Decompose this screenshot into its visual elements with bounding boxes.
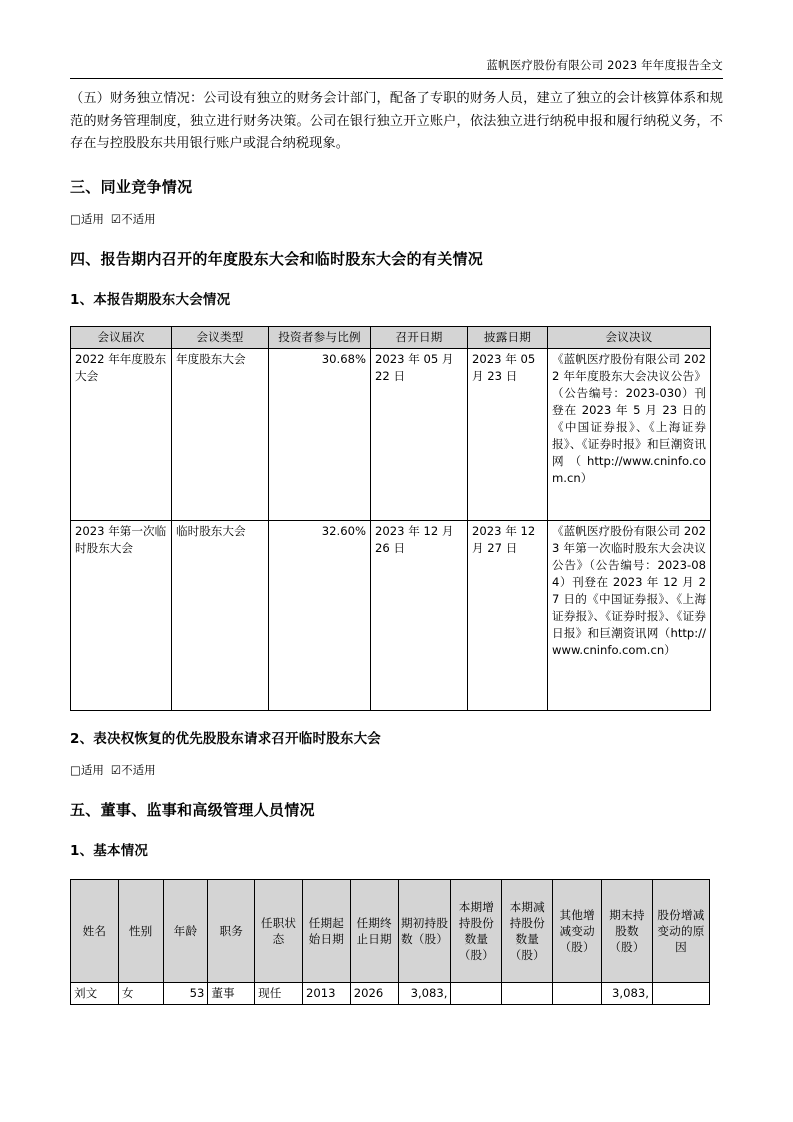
checkbox-unchecked-icon[interactable]: □ [70, 211, 81, 226]
cell-held-date: 2023 年 05 月 22 日 [371, 348, 468, 520]
header-divider [70, 78, 723, 79]
cell-session: 2023 年第一次临时股东大会 [71, 520, 172, 710]
cell-age: 53 [163, 982, 208, 1004]
column-header-name: 姓名 [71, 879, 119, 982]
cell-disclosure-date: 2023 年 12 月 27 日 [468, 520, 548, 710]
cell-shares-begin: 3,083, [398, 982, 451, 1004]
section-heading-3: 三、同业竞争情况 [70, 177, 193, 196]
cell-position: 董事 [208, 982, 255, 1004]
cell-change-reason [652, 982, 709, 1004]
cell-resolution: 《蓝帆医疗股份有限公司 2022 年年度股东大会决议公告》（公告编号：2023-030）刊登在 2023 年 5 月 23 日的《中国证券报》、《上海证券报》、《证券时报》和巨潮资讯网（http://www.cninfo.com.cn） [548, 348, 711, 520]
shareholders-meetings-table [70, 326, 711, 711]
subsection-heading-4-2: 2、表决权恢复的优先股股东请求召开临时股东大会 [70, 730, 381, 747]
cell-gender: 女 [118, 982, 163, 1004]
column-header-term-end: 任期终止日期 [350, 879, 398, 982]
page-content [70, 88, 723, 1005]
column-header-age: 年龄 [163, 879, 208, 982]
column-header-position: 职务 [208, 879, 255, 982]
section-heading-4: 四、报告期内召开的年度股东大会和临时股东大会的有关情况 [70, 249, 484, 268]
column-header-change-reason: 股份增减变动的原因 [652, 879, 709, 982]
column-header-participation: 投资者参与比例 [269, 326, 371, 348]
cell-status: 现任 [255, 982, 303, 1004]
cell-type: 年度股东大会 [172, 348, 269, 520]
cell-type: 临时股东大会 [172, 520, 269, 710]
cell-participation: 30.68% [269, 348, 371, 520]
not-applicable-label: 不适用 [121, 762, 156, 777]
cell-shares-end: 3,083, [602, 982, 653, 1004]
column-header-shares-decrease: 本期减持股份数量（股） [502, 879, 553, 982]
column-header-held-date: 召开日期 [371, 326, 468, 348]
column-header-shares-increase: 本期增持股份数量（股） [451, 879, 502, 982]
checkbox-checked-icon[interactable]: ☑ [110, 211, 122, 226]
column-header-resolution: 会议决议 [548, 326, 711, 348]
table-row [71, 348, 711, 520]
cell-session: 2022 年年度股东大会 [71, 348, 172, 520]
cell-held-date: 2023 年 12 月 26 日 [371, 520, 468, 710]
column-header-shares-other: 其他增减变动（股） [553, 879, 602, 982]
section-heading-5: 五、董事、监事和高级管理人员情况 [70, 800, 315, 819]
column-header-term-start: 任期起始日期 [302, 879, 350, 982]
applicability-line-s4-2 [70, 761, 723, 779]
applicable-label: 适用 [80, 762, 104, 777]
checkbox-checked-icon[interactable]: ☑ [110, 762, 122, 777]
paragraph-text: （五）财务独立情况：公司设有独立的财务会计部门，配备了专职的财务人员，建立了独立的会计核算体系和规范的财务管理制度，独立进行财务决策。公司在银行独立开立账户，依法独立进行纳税申报和履行纳税义务，不存在与控股股东共用银行账户或混合纳税现象。 [70, 91, 723, 151]
subsection-heading-4-1: 1、本报告期股东大会情况 [70, 291, 231, 308]
table-header-row [71, 326, 711, 348]
column-header-shares-begin: 期初持股数（股） [398, 879, 451, 982]
cell-name: 刘文 [71, 982, 119, 1004]
personnel-table [70, 879, 710, 1005]
checkbox-unchecked-icon[interactable]: □ [70, 762, 81, 777]
paragraph-finance-independence [70, 88, 723, 156]
column-header-shares-end: 期末持股数（股） [602, 879, 653, 982]
cell-disclosure-date: 2023 年 05 月 23 日 [468, 348, 548, 520]
not-applicable-label: 不适用 [121, 211, 156, 226]
column-header-type: 会议类型 [172, 326, 269, 348]
cell-resolution: 《蓝帆医疗股份有限公司 2023 年第一次临时股东大会决议公告》（公告编号：2023-084）刊登在 2023 年 12 月 27 日的《中国证券报》、《上海证券报》、《证券时报》、《证券日报》和巨潮资讯网（http://www.cninfo.com.cn） [548, 520, 711, 710]
cell-shares-decrease [502, 982, 553, 1004]
running-header: 蓝帆医疗股份有限公司 2023 年年度报告全文 [486, 58, 723, 72]
table-row [71, 520, 711, 710]
applicability-line-s3 [70, 210, 723, 228]
cell-participation: 32.60% [269, 520, 371, 710]
cell-shares-other [553, 982, 602, 1004]
column-header-session: 会议届次 [71, 326, 172, 348]
cell-shares-increase [451, 982, 502, 1004]
subsection-heading-5-1: 1、基本情况 [70, 842, 149, 859]
column-header-status: 任职状态 [255, 879, 303, 982]
applicable-label: 适用 [80, 211, 104, 226]
table-header-row [71, 879, 710, 982]
cell-term-start: 2013 [302, 982, 350, 1004]
table-row [71, 982, 710, 1004]
cell-term-end: 2026 [350, 982, 398, 1004]
column-header-gender: 性别 [118, 879, 163, 982]
column-header-disclosure-date: 披露日期 [468, 326, 548, 348]
